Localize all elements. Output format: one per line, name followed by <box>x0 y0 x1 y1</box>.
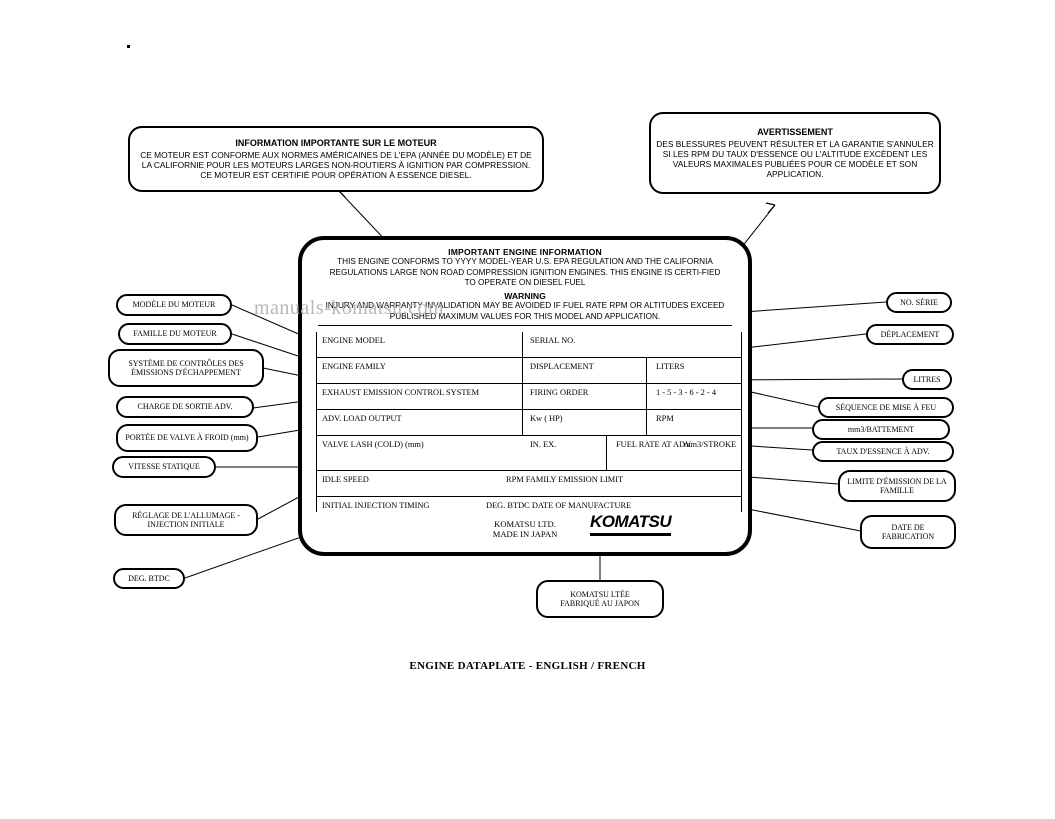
callout-label: DEG. BTDC <box>128 573 170 583</box>
dataplate-table <box>316 332 742 512</box>
callout-label: NO. SÉRIE <box>900 297 938 307</box>
row-mid: DISPLACEMENT <box>530 362 594 371</box>
row-label: IDLE SPEED <box>322 475 369 484</box>
callout-label: mm3/BATTEMENT <box>847 424 915 434</box>
callout-date-de-fabrication <box>860 515 956 549</box>
table-row <box>316 358 742 384</box>
callout-label: RÉGLAGE DE L'ALLUMAGE - INJECTION INITIALE <box>132 510 240 529</box>
footer-line2: MADE IN JAPAN <box>492 529 558 540</box>
row-label: INITIAL INJECTION TIMING <box>322 501 430 510</box>
komatsu-logo: KOMATSU <box>590 512 671 536</box>
callout-sequence-mise-a-feu <box>818 397 954 418</box>
callout-label: MODÈLE DU MOTEUR <box>132 300 216 310</box>
dataplate-divider <box>318 325 732 326</box>
row-label: VALVE LASH (COLD) (mm) <box>322 440 424 449</box>
row-label: ADV. LOAD OUTPUT <box>322 414 402 423</box>
row-mid2: FUEL RATE AT ADV. <box>616 440 693 449</box>
callout-label: SYSTÈME DE CONTRÔLES DES ÉMISSIONS D'ÉCHAPPEMENT <box>128 358 244 377</box>
callout-no-serie <box>886 292 952 313</box>
callout-vitesse-statique <box>112 456 216 478</box>
engine-dataplate <box>298 236 752 556</box>
callout-body: DES BLESSURES PEUVENT RÉSULTER ET LA GARANTIE S'ANNULER SI LES RPM DU TAUX D'ESSENCE OU L'ALTITUDE EXCÈDENT LES VALEURS MAXIMALES PUBLIÉES POUR CE MODÈLE ET SON APPLICATION. <box>656 138 934 179</box>
callout-label: PORTÉE DE VALVE À FROID (mm) <box>125 433 249 443</box>
callout-label: SÉQUENCE DE MISE À FEU <box>835 402 937 412</box>
callout-taux-essence-adv <box>812 441 954 462</box>
row-right: mm3/STROKE <box>684 440 737 449</box>
watermark: manuals-komatsu.com <box>254 297 445 319</box>
table-row <box>316 471 742 497</box>
row-label: ENGINE FAMILY <box>322 362 386 371</box>
dataplate-warning-title: WARNING <box>504 290 546 301</box>
row-mid: DEG. BTDC DATE OF MANUFACTURE <box>486 501 632 510</box>
row-right: 1 - 5 - 3 - 6 - 2 - 4 <box>656 388 717 397</box>
row-mid: FIRING ORDER <box>530 388 589 397</box>
callout-label: VITESSE STATIQUE <box>128 462 200 472</box>
callout-portee-de-valve-a-froid <box>116 424 258 452</box>
row-mid: IN. EX. <box>530 440 557 449</box>
footer-line1: KOMATSU LTD. <box>494 518 556 529</box>
callout-label: LITRES <box>913 374 941 384</box>
callout-label: DATE DE FABRICATION <box>881 522 935 541</box>
callout-title: AVERTISSEMENT <box>757 127 833 138</box>
dataplate-header-body: THIS ENGINE CONFORMS TO YYYY MODEL-YEAR U.S. EPA REGULATION AND THE CALIFORNIA REGULATIONS LARGE NON ROAD COMPRESSION IGNITION ENGINES. THIS ENGINE IS CERTI-FIED TO OPERATE ON DIESEL FUEL <box>329 257 721 288</box>
callout-label: DÉPLACEMENT <box>880 329 940 339</box>
row-mid: Kw ( HP) <box>530 414 563 423</box>
row-mid: RPM FAMILY EMISSION LIMIT <box>506 475 624 484</box>
callout-fr-important-engine-information <box>128 126 544 192</box>
row-right: RPM <box>656 414 674 423</box>
row-label: EXHAUST EMISSION CONTROL SYSTEM <box>322 388 480 397</box>
callout-komatsu-ltee <box>536 580 664 618</box>
dataplate-footer <box>302 519 748 540</box>
table-row <box>316 436 742 471</box>
row-right: LITERS <box>656 362 685 371</box>
callout-charge-de-sortie-adv <box>116 396 254 418</box>
callout-fr-avertissement <box>649 112 941 194</box>
dataplate-header-title: IMPORTANT ENGINE INFORMATION <box>448 247 602 257</box>
row-mid: SERIAL NO. <box>530 336 576 345</box>
callout-title: INFORMATION IMPORTANTE SUR LE MOTEUR <box>235 138 437 149</box>
dataplate-warning-body: INJURY AND WARRANTY INVALIDATION MAY BE AVOIDED IF FUEL RATE RPM OR ALTITUDES EXCEED PUBLISHED MAXIMUM VALUES FOR THIS MODEL AND APPLICATION. <box>325 300 725 321</box>
row-label: ENGINE MODEL <box>322 336 386 345</box>
callout-label: TAUX D'ESSENCE À ADV. <box>836 446 930 456</box>
page-mark <box>127 45 130 48</box>
callout-limite-emission-famille <box>838 470 956 502</box>
callout-modele-du-moteur <box>116 294 232 316</box>
callout-label-line2: FABRIQUÉ AU JAPON <box>560 599 640 608</box>
table-row <box>316 332 742 358</box>
table-row <box>316 410 742 436</box>
table-row <box>316 384 742 410</box>
callout-label: FAMILLE DU MOTEUR <box>133 329 217 339</box>
figure-caption: ENGINE DATAPLATE - ENGLISH / FRENCH <box>409 660 646 672</box>
callout-label: CHARGE DE SORTIE ADV. <box>137 402 233 412</box>
callout-label: LIMITE D'ÉMISSION DE LA FAMILLE <box>847 476 947 495</box>
callout-mm3-battement <box>812 419 950 440</box>
callout-body: CE MOTEUR EST CONFORME AUX NORMES AMÉRICAINES DE L'EPA (ANNÉE DU MODÈLE) ET DE LA CALIFORNIE POUR LES MOTEURS LARGES NON-ROUTIERS À IGNITION PAR COMPRESSION. CE MOTEUR EST CERTIFIÉ POUR OPÉRATION À ESSENCE DIESEL. <box>140 149 532 180</box>
callout-litres <box>902 369 952 390</box>
dataplate-header <box>302 240 748 289</box>
callout-deg-btdc <box>113 568 185 589</box>
callout-famille-du-moteur <box>118 323 232 345</box>
callout-deplacement <box>866 324 954 345</box>
callout-systeme-controles-emissions <box>108 349 264 387</box>
callout-reglage-allumage-injection <box>114 504 258 536</box>
callout-label-line1: KOMATSU LTÉE <box>570 589 630 599</box>
